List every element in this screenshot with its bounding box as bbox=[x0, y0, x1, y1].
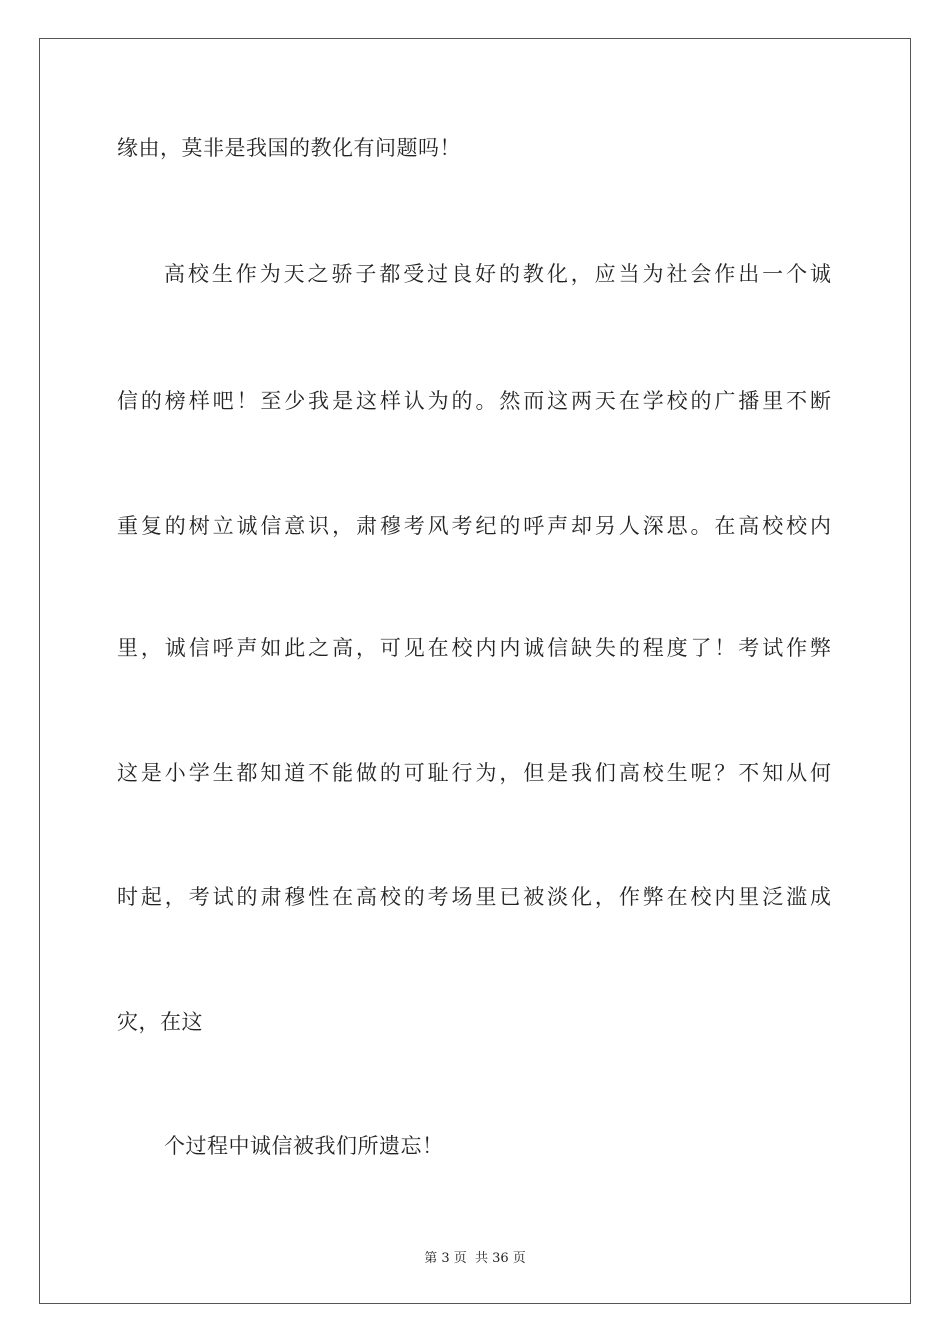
page-total: 共 36 页 bbox=[474, 1251, 526, 1266]
text-line-9: 个过程中诚信被我们所遗忘！ bbox=[164, 1134, 444, 1158]
text-line-6: 这是小学生都知道不能做的可耻行为，但是我们高校生呢？不知从何 bbox=[117, 761, 831, 785]
page-footer bbox=[0, 1247, 950, 1266]
text-line-8: 灾，在这 bbox=[117, 1010, 203, 1034]
page-border bbox=[39, 38, 911, 1304]
page-number: 第 3 页 bbox=[424, 1251, 467, 1266]
text-line-2: 高校生作为天之骄子都受过良好的教化，应当为社会作出一个诚 bbox=[164, 262, 831, 286]
text-line-7: 时起，考试的肃穆性在高校的考场里已被淡化，作弊在校内里泛滥成 bbox=[117, 885, 831, 909]
text-line-1: 缘由，莫非是我国的教化有问题吗！ bbox=[117, 136, 461, 160]
text-line-4: 重复的树立诚信意识，肃穆考风考纪的呼声却另人深思。在高校校内 bbox=[117, 514, 831, 538]
text-line-5: 里，诚信呼声如此之高，可见在校内内诚信缺失的程度了！考试作弊 bbox=[117, 636, 831, 660]
text-line-3: 信的榜样吧！至少我是这样认为的。然而这两天在学校的广播里不断 bbox=[117, 389, 831, 413]
